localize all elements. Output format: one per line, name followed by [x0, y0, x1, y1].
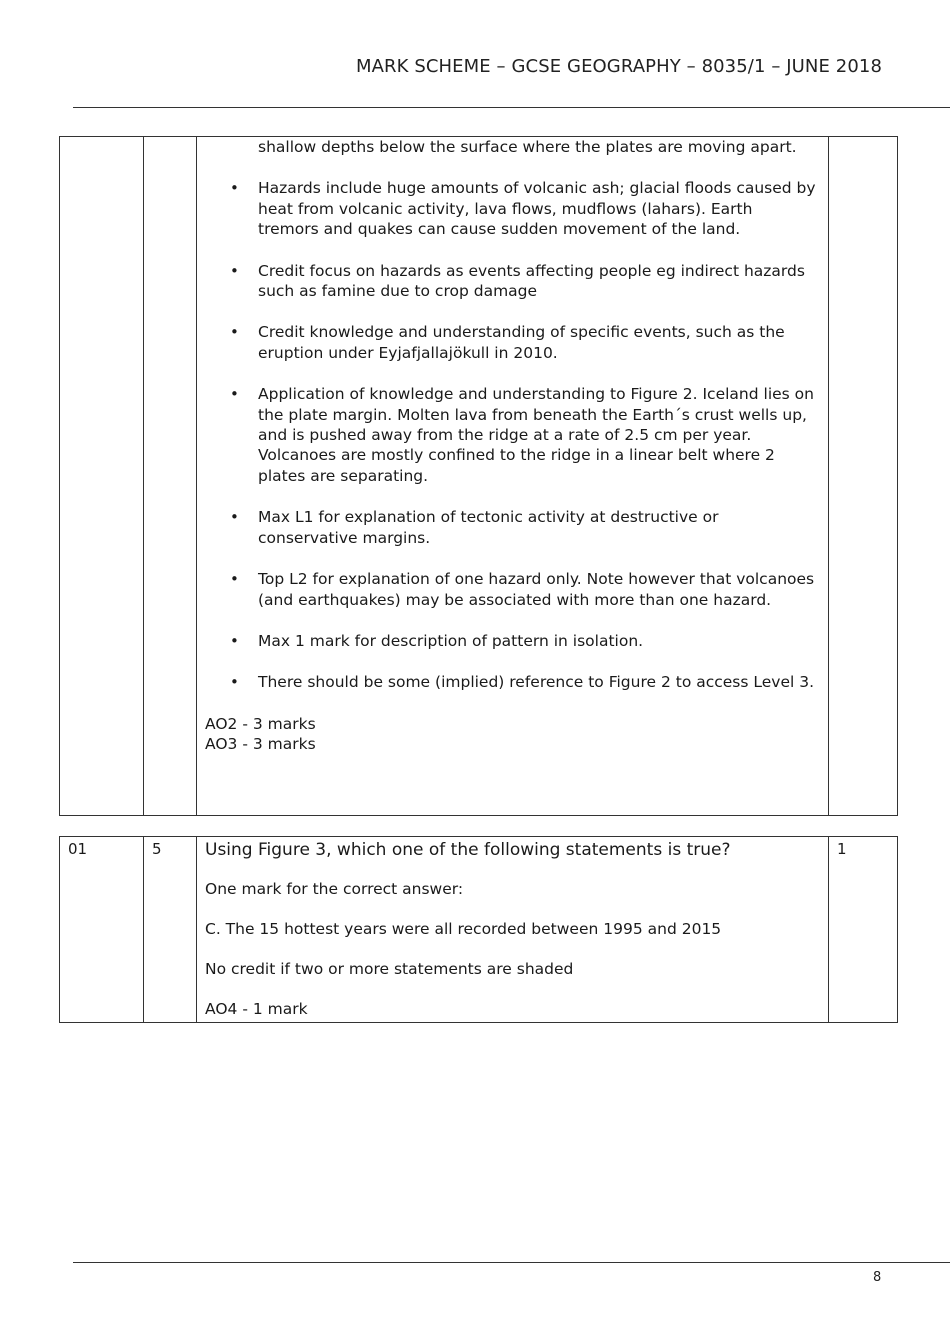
list-item — [197, 261, 828, 302]
guidance-paragraph: One mark for the correct answer: — [205, 880, 464, 898]
correct-answer: C. The 15 hottest years were all recorded between 1995 and 2015 — [205, 919, 722, 938]
question-text: Using Figure 3, which one of the following statements is true? — [205, 840, 731, 860]
list-item — [197, 322, 828, 363]
bullet-icon: • — [230, 261, 239, 280]
question-number: 01 — [68, 840, 88, 858]
marks-cell — [829, 137, 898, 816]
question-part-cell — [144, 837, 197, 1023]
ao-line: AO4 - 1 mark — [205, 999, 308, 1018]
bullet-icon: • — [230, 508, 239, 527]
guidance-paragraph: No credit if two or more statements are shaded — [205, 959, 574, 978]
marks-cell — [829, 837, 898, 1023]
question-part: 5 — [152, 840, 162, 858]
bullet-icon: • — [230, 179, 239, 198]
ao-line: AO3 - 3 marks — [205, 735, 316, 754]
question-number-cell — [60, 837, 144, 1023]
list-item — [197, 178, 828, 239]
bullet-icon: • — [230, 323, 239, 342]
question-part — [144, 137, 196, 141]
footer-divider — [73, 1262, 950, 1263]
guidance-cell — [197, 837, 829, 1023]
list-item — [197, 507, 828, 548]
marks-value: 1 — [837, 840, 847, 858]
assessment-objectives — [197, 714, 828, 755]
header-divider — [73, 107, 950, 108]
bullet-text: Max 1 mark for description of pattern in isolation. — [258, 631, 644, 650]
question-part-cell — [144, 137, 197, 816]
list-item — [197, 569, 828, 610]
table-row — [60, 837, 898, 1023]
bullet-text: Top L2 for explanation of one hazard only. Note however that volcanoes (and earthquakes) may be associated with more than one hazard. — [258, 570, 815, 609]
bullet-icon: • — [230, 673, 239, 692]
bullet-icon: • — [230, 631, 239, 650]
bullet-text: Credit knowledge and understanding of specific events, such as the eruption under Eyjafjallajökull in 2010. — [258, 323, 785, 362]
bullet-text: Max L1 for explanation of tectonic activity at destructive or conservative margins. — [258, 508, 719, 547]
ao-line: AO2 - 3 marks — [205, 714, 316, 733]
bullet-text: Hazards include huge amounts of volcanic ash; glacial floods caused by heat from volcanic activity, lava flows, mudflows (lahars). Earth tremors and quakes can cause sudden movement of the land. — [258, 179, 816, 239]
continued-text: shallow depths below the surface where the plates are moving apart. — [258, 138, 797, 156]
page-number: 8 — [873, 1270, 882, 1285]
list-item — [197, 631, 828, 651]
marks-value — [829, 137, 897, 141]
page-header-title: MARK SCHEME – GCSE GEOGRAPHY – 8035/1 – JUNE 2018 — [355, 56, 882, 77]
list-item — [197, 384, 828, 486]
guidance-cell — [197, 137, 829, 816]
question-number — [60, 137, 143, 141]
bullet-text: Application of knowledge and understanding to Figure 2. Iceland lies on the plate margin. Molten lava from beneath the Earth´s crust wells up, and is pushed away from the ridge at a rate of 2.5 cm per year. Volcanoes are mostly confined to the ridge in a linear belt where 2 plates are separating. — [258, 385, 814, 485]
bullet-text: There should be some (implied) reference to Figure 2 to access Level 3. — [258, 673, 815, 692]
table-row — [60, 137, 898, 816]
bullet-icon: • — [230, 385, 239, 404]
list-item — [197, 672, 828, 692]
bullet-text: Credit focus on hazards as events affecting people eg indirect hazards such as famine due to crop damage — [258, 261, 805, 301]
mark-scheme-table-question — [59, 836, 898, 1023]
mark-scheme-table-continued — [59, 136, 898, 816]
guidance-bullet-list — [197, 178, 828, 692]
question-number-cell — [60, 137, 144, 816]
bullet-icon: • — [230, 570, 239, 589]
